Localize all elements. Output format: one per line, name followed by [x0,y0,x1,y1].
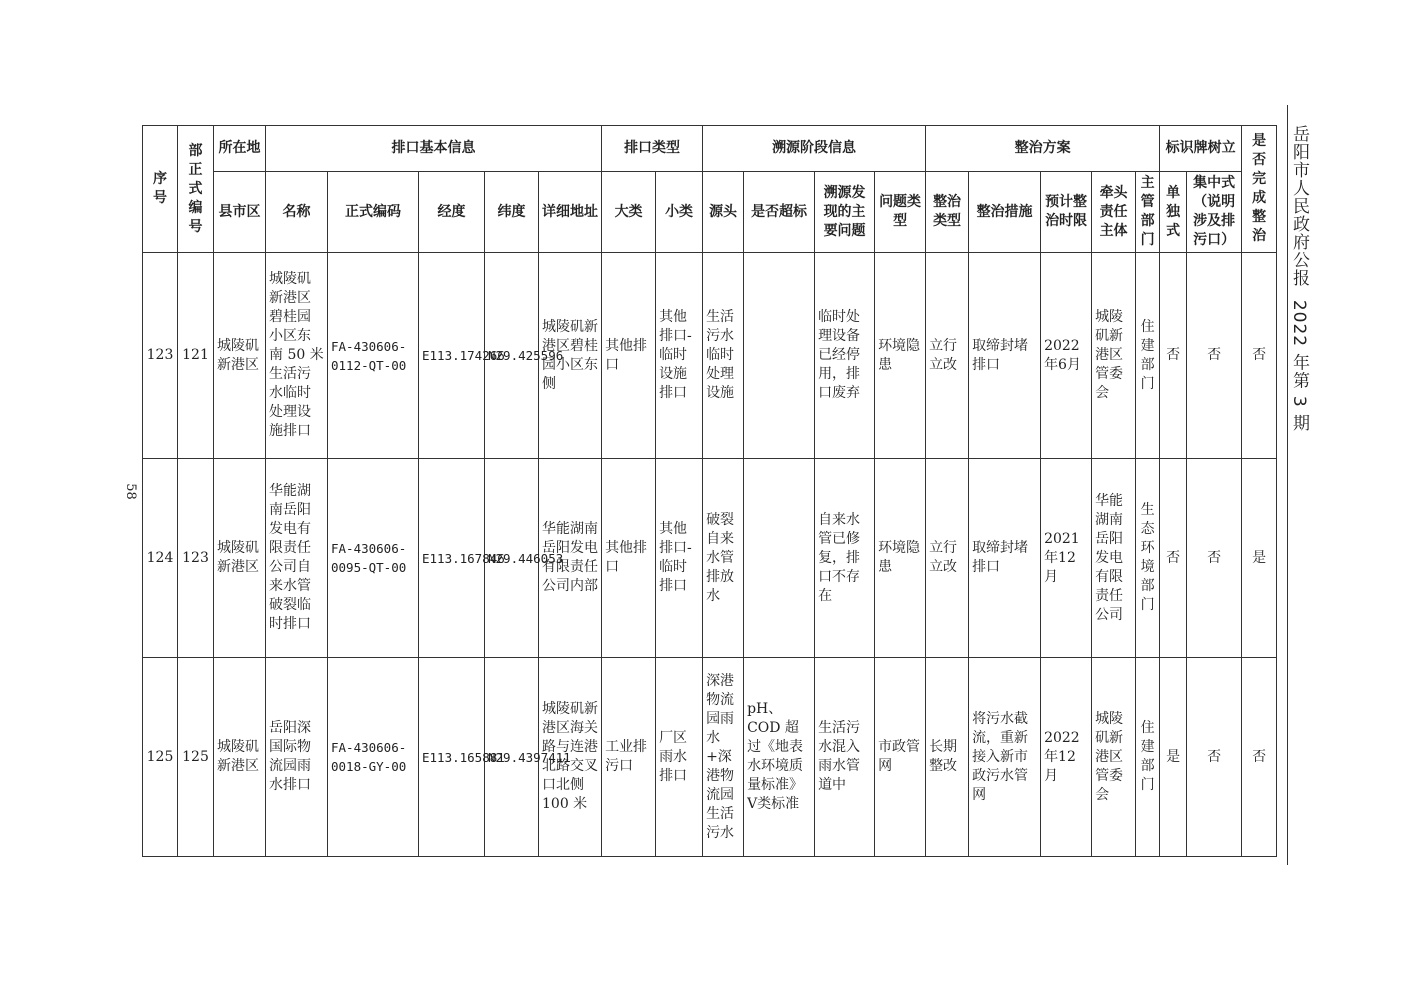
cell-lat: N29.425596 [485,253,539,459]
cell-code: FA-430606-0018-GY-00 [328,658,419,857]
cell-central: 否 [1187,253,1242,459]
cell-name: 华能湖南岳阳发电有限责任公司自来水管破裂临时排口 [266,459,328,658]
cell-source: 生活污水临时处理设施 [703,253,744,459]
cell-done: 是 [1242,459,1277,658]
header-problem-type: 问题类型 [875,172,926,253]
cell-no: 123 [178,459,214,658]
cell-problem: 自来水管已修复，排口不存在 [815,459,875,658]
cell-lat: N29.446053 [485,459,539,658]
cell-lon: E113.174266 [419,253,485,459]
header-done: 是否完成整治 [1242,126,1277,253]
cell-exceed [744,459,815,658]
header-deadline: 预计整治时限 [1041,172,1092,253]
cell-lat: N29.4397411 [485,658,539,857]
cell-seq: 123 [143,253,178,459]
cell-central: 否 [1187,658,1242,857]
cell-deadline: 2022年6月 [1041,253,1092,459]
cell-address: 城陵矶新港区海关路与连港北路交叉口北侧 100 米 [539,658,602,857]
header-official-no: 部正式编号 [178,126,214,253]
header-name: 名称 [266,172,328,253]
cell-address: 华能湖南岳阳发电有限责任公司内部 [539,459,602,658]
header-measure: 整治措施 [969,172,1041,253]
header-seq: 序号 [143,126,178,253]
cell-seq: 125 [143,658,178,857]
cell-minor: 其他排口-临时设施排口 [656,253,703,459]
header-lon: 经度 [419,172,485,253]
cell-minor: 厂区雨水排口 [656,658,703,857]
cell-source: 深港物流园雨水+深港物流园生活污水 [703,658,744,857]
page-number: 58 [122,483,138,500]
header-outlet-type: 排口类型 [602,126,703,172]
cell-name: 岳阳深国际物流园雨水排口 [266,658,328,857]
table-row [143,459,1277,658]
cell-lead: 城陵矶新港区管委会 [1092,253,1136,459]
outlet-table [142,125,1277,857]
cell-no: 125 [178,658,214,857]
cell-rect-type: 立行立改 [926,253,969,459]
header-address: 详细地址 [539,172,602,253]
cell-major: 其他排口 [602,253,656,459]
header-source: 源头 [703,172,744,253]
cell-seq: 124 [143,459,178,658]
cell-problem-type: 环境隐患 [875,253,926,459]
header-single: 单独式 [1160,172,1187,253]
cell-done: 否 [1242,253,1277,459]
cell-code: FA-430606-0112-QT-00 [328,253,419,459]
cell-deadline: 2021年12月 [1041,459,1092,658]
header-location: 所在地 [214,126,266,172]
cell-minor: 其他排口-临时排口 [656,459,703,658]
cell-measure: 取缔封堵排口 [969,459,1041,658]
cell-lead: 华能湖南岳阳发电有限责任公司 [1092,459,1136,658]
header-central: 集中式（说明涉及排污口） [1187,172,1242,253]
cell-no: 121 [178,253,214,459]
header-rect-type: 整治类型 [926,172,969,253]
cell-rect-type: 长期整改 [926,658,969,857]
header-major: 大类 [602,172,656,253]
cell-dept: 生态环境部门 [1136,459,1160,658]
cell-major: 工业排污口 [602,658,656,857]
header-code: 正式编码 [328,172,419,253]
cell-county: 城陵矶新港区 [214,459,266,658]
table-row [143,658,1277,857]
header-main-problem: 溯源发现的主要问题 [815,172,875,253]
header-trace-info: 溯源阶段信息 [703,126,926,172]
cell-lon: E113.165881 [419,658,485,857]
cell-name: 城陵矶新港区碧桂园小区东南 50 米生活污水临时处理设施排口 [266,253,328,459]
header-dept: 主管部门 [1136,172,1160,253]
cell-county: 城陵矶新港区 [214,658,266,857]
cell-central: 否 [1187,459,1242,658]
cell-lon: E113.167846 [419,459,485,658]
header-outlet-info: 排口基本信息 [266,126,602,172]
cell-deadline: 2022年12月 [1041,658,1092,857]
cell-problem: 生活污水混入雨水管道中 [815,658,875,857]
cell-source: 破裂自来水管排放水 [703,459,744,658]
cell-code: FA-430606-0095-QT-00 [328,459,419,658]
bulletin-title: 岳阳市人民政府公报 [1289,125,1309,287]
cell-single: 否 [1160,459,1187,658]
header-sign: 标识牌树立 [1160,126,1242,172]
cell-dept: 住建部门 [1136,253,1160,459]
bulletin-issue: 2022 年第 3 期 [1289,299,1309,433]
cell-measure: 取缔封堵排口 [969,253,1041,459]
header-lead: 牵头责任主体 [1092,172,1136,253]
cell-county: 城陵矶新港区 [214,253,266,459]
cell-single: 否 [1160,253,1187,459]
cell-lead: 城陵矶新港区管委会 [1092,658,1136,857]
cell-dept: 住建部门 [1136,658,1160,857]
cell-problem-type: 环境隐患 [875,459,926,658]
header-county: 县市区 [214,172,266,253]
header-exceed: 是否超标 [744,172,815,253]
cell-problem-type: 市政管网 [875,658,926,857]
header-minor: 小类 [656,172,703,253]
cell-measure: 将污水截流，重新接入新市政污水管网 [969,658,1041,857]
cell-done: 否 [1242,658,1277,857]
header-plan: 整治方案 [926,126,1160,172]
cell-single: 是 [1160,658,1187,857]
header-lat: 纬度 [485,172,539,253]
cell-exceed [744,253,815,459]
table-row [143,253,1277,459]
cell-exceed: pH、COD 超过《地表水环境质量标准》Ⅴ类标准 [744,658,815,857]
side-header [1289,125,1312,433]
cell-major: 其他排口 [602,459,656,658]
cell-address: 城陵矶新港区碧桂园小区东侧 [539,253,602,459]
cell-problem: 临时处理设备已经停用，排口废弃 [815,253,875,459]
cell-rect-type: 立行立改 [926,459,969,658]
